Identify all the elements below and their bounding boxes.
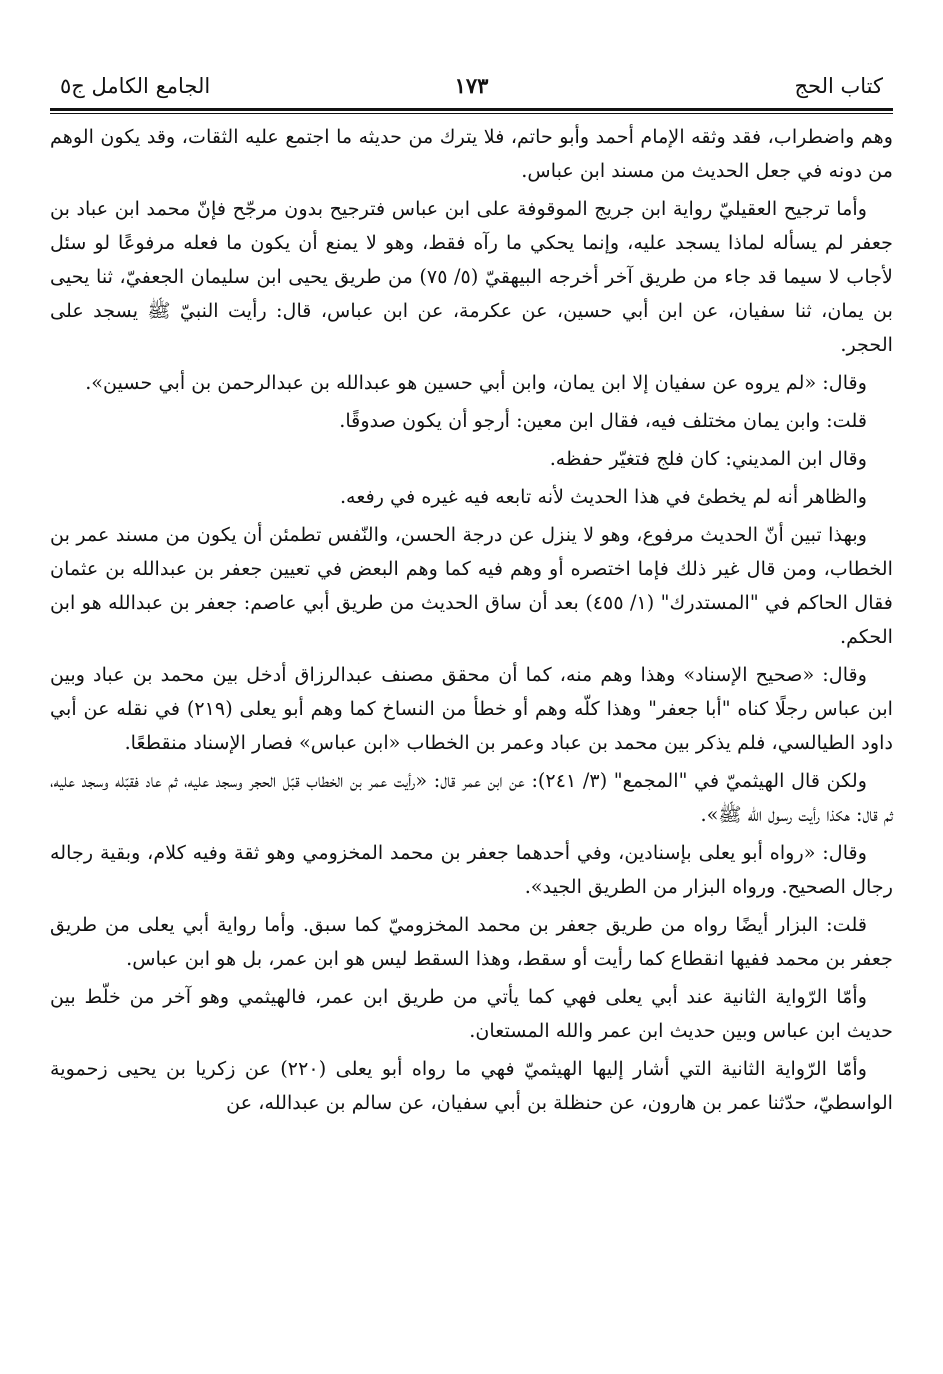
book-page [50, 62, 893, 1364]
paragraph: والظاهر أنه لم يخطئ في هذا الحديث لأنه تابعه فيه غيره في رفعه. [339, 485, 867, 508]
paragraph: قلت: البزار أيضًا رواه من طريق جعفر بن محمد المخزوميّ كما سبق. وأما رواية أبي يعلى من طريق جعفر بن محمد ففيها انقطاع كما رأيت أو سقط، وهذا السقط ليس هو ابن عمر، بل هو ابن عباس. [50, 913, 893, 970]
page-number: ١٧٣ [454, 73, 489, 98]
book-section-title: كتاب الحج [794, 74, 883, 98]
paragraph: وقال: «رواه أبو يعلى بإسنادين، وفي أحدهما جعفر بن محمد المخزومي وهو ثقة وفيه كلام، وبقية رجاله رجال الصحيح. ورواه البزار من الطريق الجيد». [50, 841, 893, 898]
paragraph: وقال: «صحيح الإسناد» وهذا وهم منه، كما أن محقق مصنف عبدالرزاق أدخل بين محمد بن عباد وبين ابن عباس رجلًا كناه "أبا جعفر" وهذا كلّه وهم أو خطأ من النساخ كما وهم أبو يعلى (٢١٩) في نقله عن أبي داود الطيالسي، فلم يذكر بين محمد بن عباد وعمر بن الخطاب «ابن عباس» فصار الإسناد منقطعًا. [50, 663, 893, 754]
book-volume-title: الجامع الكامل ج٥ [60, 74, 211, 98]
header-divider [50, 108, 893, 114]
running-header [50, 62, 893, 108]
paragraph: وهم واضطراب، فقد وثقه الإمام أحمد وأبو حاتم، فلا يترك من حديثه ما اجتمع عليه الثقات، وقد يكون الوهم من دونه في جعل الحديث من مسند ابن عباس. [50, 125, 893, 182]
paragraph: قلت: وابن يمان مختلف فيه، فقال ابن معين: أرجو أن يكون صدوقًا. [339, 409, 867, 432]
paragraph: وأمّا الرّواية الثانية عند أبي يعلى فهي كما يأتي من طريق ابن عمر، فالهيثمي وهو آخر من خلّط بين حديث ابن عباس وبين حديث ابن عمر والله المستعان. [50, 985, 893, 1042]
paragraph: وقال: «لم يروه عن سفيان إلا ابن يمان، وابن أبي حسين هو عبدالله بن عبدالرحمن بن أبي حسين». [85, 371, 867, 394]
paragraph: وأمّا الرّواية الثانية التي أشار إليها الهيثميّ فهي ما رواه أبو يعلى (٢٢٠) عن زكريا بن يحيى زحموية الواسطيّ، حدّثنا عمر بن هارون، عن حنظلة بن أبي سفيان، عن سالم بن عبدالله، عن [50, 1057, 893, 1114]
paragraph: وبهذا تبين أنّ الحديث مرفوع، وهو لا ينزل عن درجة الحسن، والنّفس تطمئن أن يكون من مسند عمر بن الخطاب، ومن قال غير ذلك فإما اختصره أو وهم فيه كما وهم البعض في تعيين جعفر بن عبدالله بن عثمان فقال الحاكم في "المستدرك" (١/ ٤٥٥) بعد أن ساق الحديث من طريق أبي عاصم: جعفر بن عبدالله هو ابن الحكم. [50, 523, 893, 648]
main-text [50, 120, 893, 1120]
paragraph: وقال ابن المديني: كان فلج فتغيّر حفظه. [549, 447, 867, 470]
paragraph: ولكن قال الهيثميّ في "المجمع" (٣/ ٢٤١): عن ابن عمر قال: «رأيت عمر بن الخطاب قبّل الحجر وسجد عليه، ثم عاد فقبّله وسجد عليه، ثم قال: هكذا رأيت رسول الله ﷺ». [50, 769, 893, 826]
paragraph: وأما ترجيح العقيليّ رواية ابن جريج الموقوفة على ابن عباس فترجيح بدون مرجّح فإنّ محمد ابن عباد بن جعفر لم يسأله لماذا يسجد عليه، وإنما يحكي ما رآه فقط، وهو لا يمنع أن يكون ما فعله مرفوعًا لو سئل لأجاب لا سيما قد جاء من طريق آخر أخرجه البيهقيّ (٥/ ٧٥) من طريق يحيى ابن سليمان الجعفيّ، ثنا يحيى بن يمان، ثنا سفيان، عن ابن أبي حسين، عن عكرمة، عن ابن عباس، قال: رأيت النبيّ ﷺ يسجد على الحجر. [50, 197, 893, 356]
